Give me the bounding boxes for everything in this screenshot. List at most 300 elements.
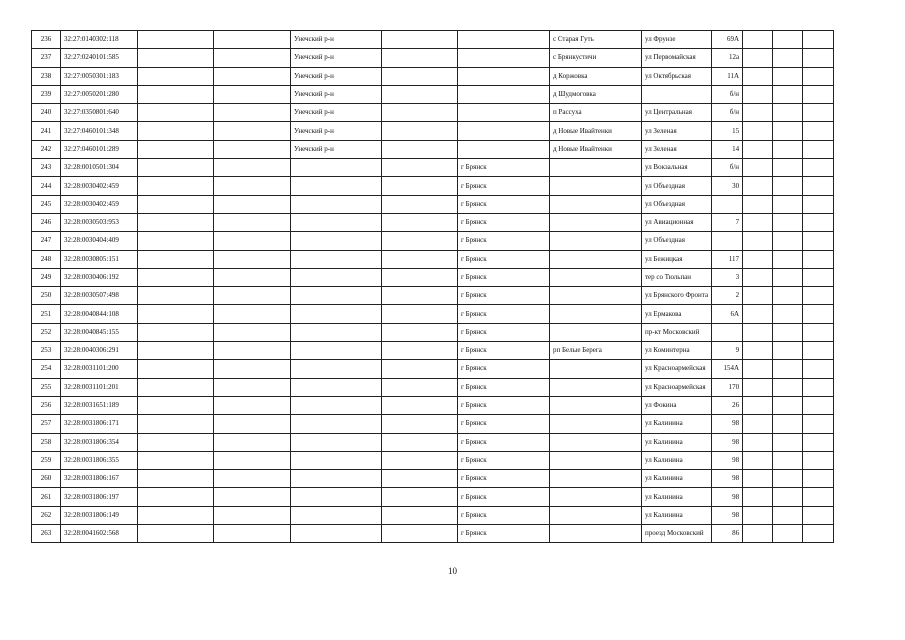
- cadastral-number-cell: 32:28:0040306:291: [61, 342, 138, 360]
- city-cell: г Брянск: [458, 433, 550, 451]
- house-number-cell: 69А: [712, 31, 743, 49]
- street-cell: ул Красноармейская: [642, 360, 712, 378]
- empty-cell: [803, 525, 834, 543]
- page-number: 10: [448, 566, 457, 576]
- table-row: [32, 67, 834, 85]
- table-row: [32, 525, 834, 543]
- district-cell: Унечский р-н: [291, 49, 382, 67]
- empty-cell: [382, 213, 458, 231]
- empty-cell: [382, 433, 458, 451]
- cadastral-number-cell: 32:28:0031651:189: [61, 396, 138, 414]
- row-number-cell: 260: [32, 470, 61, 488]
- empty-cell: [773, 287, 803, 305]
- empty-cell: [382, 342, 458, 360]
- city-cell: [458, 122, 550, 140]
- empty-cell: [773, 85, 803, 103]
- city-cell: г Брянск: [458, 525, 550, 543]
- house-number-cell: [712, 195, 743, 213]
- table-row: [32, 232, 834, 250]
- district-cell: [291, 232, 382, 250]
- row-number-cell: 236: [32, 31, 61, 49]
- empty-cell: [138, 31, 214, 49]
- locality-cell: [550, 488, 642, 506]
- empty-cell: [743, 525, 773, 543]
- empty-cell: [773, 31, 803, 49]
- house-number-cell: б/н: [712, 104, 743, 122]
- table-row: [32, 433, 834, 451]
- locality-cell: [550, 177, 642, 195]
- empty-cell: [382, 49, 458, 67]
- row-number-cell: 253: [32, 342, 61, 360]
- table-row: [32, 323, 834, 341]
- empty-cell: [214, 140, 291, 158]
- cadastral-number-cell: 32:27:0050201:280: [61, 85, 138, 103]
- district-cell: [291, 415, 382, 433]
- empty-cell: [773, 488, 803, 506]
- house-number-cell: 3: [712, 268, 743, 286]
- city-cell: г Брянск: [458, 342, 550, 360]
- empty-cell: [138, 342, 214, 360]
- empty-cell: [743, 378, 773, 396]
- empty-cell: [803, 122, 834, 140]
- table-row: [32, 342, 834, 360]
- city-cell: [458, 67, 550, 85]
- empty-cell: [773, 342, 803, 360]
- street-cell: ул Калинина: [642, 470, 712, 488]
- house-number-cell: 98: [712, 506, 743, 524]
- empty-cell: [214, 268, 291, 286]
- cadastral-number-cell: 32:28:0030406:192: [61, 268, 138, 286]
- district-cell: [291, 396, 382, 414]
- city-cell: [458, 31, 550, 49]
- city-cell: г Брянск: [458, 488, 550, 506]
- locality-cell: д Новые Ивайтенки: [550, 140, 642, 158]
- street-cell: ул Бежицкая: [642, 250, 712, 268]
- city-cell: г Брянск: [458, 250, 550, 268]
- empty-cell: [743, 177, 773, 195]
- empty-cell: [743, 232, 773, 250]
- district-cell: Унечский р-н: [291, 122, 382, 140]
- empty-cell: [214, 49, 291, 67]
- empty-cell: [138, 488, 214, 506]
- empty-cell: [743, 360, 773, 378]
- street-cell: ул Брянского Фронта: [642, 287, 712, 305]
- empty-cell: [803, 433, 834, 451]
- empty-cell: [773, 268, 803, 286]
- table-row: [32, 488, 834, 506]
- empty-cell: [773, 433, 803, 451]
- empty-cell: [382, 323, 458, 341]
- cadastral-number-cell: 32:28:0030402:459: [61, 195, 138, 213]
- city-cell: г Брянск: [458, 415, 550, 433]
- row-number-cell: 239: [32, 85, 61, 103]
- empty-cell: [803, 140, 834, 158]
- street-cell: ул Объездная: [642, 232, 712, 250]
- house-number-cell: [712, 323, 743, 341]
- locality-cell: [550, 232, 642, 250]
- cadastral-number-cell: 32:28:0030404:409: [61, 232, 138, 250]
- district-cell: [291, 525, 382, 543]
- empty-cell: [138, 470, 214, 488]
- empty-cell: [214, 342, 291, 360]
- locality-cell: [550, 323, 642, 341]
- city-cell: г Брянск: [458, 470, 550, 488]
- empty-cell: [773, 525, 803, 543]
- house-number-cell: 26: [712, 396, 743, 414]
- locality-cell: д Шудмоговка: [550, 85, 642, 103]
- empty-cell: [803, 177, 834, 195]
- street-cell: ул Объездная: [642, 195, 712, 213]
- table-row: [32, 360, 834, 378]
- empty-cell: [382, 470, 458, 488]
- empty-cell: [138, 525, 214, 543]
- table-row: [32, 213, 834, 231]
- empty-cell: [773, 360, 803, 378]
- city-cell: [458, 140, 550, 158]
- empty-cell: [743, 213, 773, 231]
- street-cell: ул Фокина: [642, 396, 712, 414]
- empty-cell: [214, 31, 291, 49]
- empty-cell: [214, 525, 291, 543]
- district-cell: [291, 488, 382, 506]
- empty-cell: [214, 323, 291, 341]
- cadastral-number-cell: 32:27:0240101:585: [61, 49, 138, 67]
- street-cell: ул Авиационная: [642, 213, 712, 231]
- empty-cell: [382, 488, 458, 506]
- empty-cell: [382, 415, 458, 433]
- district-cell: [291, 250, 382, 268]
- district-cell: [291, 159, 382, 177]
- cadastral-number-cell: 32:27:0050301:183: [61, 67, 138, 85]
- locality-cell: с Брянкустичи: [550, 49, 642, 67]
- empty-cell: [743, 342, 773, 360]
- empty-cell: [803, 67, 834, 85]
- row-number-cell: 256: [32, 396, 61, 414]
- city-cell: г Брянск: [458, 396, 550, 414]
- district-cell: Унечский р-н: [291, 140, 382, 158]
- locality-cell: [550, 268, 642, 286]
- table-row: [32, 451, 834, 469]
- empty-cell: [214, 232, 291, 250]
- empty-cell: [382, 360, 458, 378]
- empty-cell: [138, 104, 214, 122]
- empty-cell: [803, 232, 834, 250]
- row-number-cell: 255: [32, 378, 61, 396]
- district-cell: [291, 213, 382, 231]
- house-number-cell: [712, 232, 743, 250]
- empty-cell: [743, 433, 773, 451]
- table-row: [32, 378, 834, 396]
- empty-cell: [138, 232, 214, 250]
- city-cell: г Брянск: [458, 287, 550, 305]
- empty-cell: [382, 177, 458, 195]
- district-cell: [291, 360, 382, 378]
- empty-cell: [382, 250, 458, 268]
- street-cell: ул Калинина: [642, 488, 712, 506]
- district-cell: [291, 195, 382, 213]
- locality-cell: [550, 415, 642, 433]
- empty-cell: [382, 268, 458, 286]
- table-row: [32, 396, 834, 414]
- empty-cell: [773, 159, 803, 177]
- row-number-cell: 250: [32, 287, 61, 305]
- city-cell: г Брянск: [458, 323, 550, 341]
- street-cell: ул Первомайская: [642, 49, 712, 67]
- empty-cell: [803, 49, 834, 67]
- empty-cell: [138, 360, 214, 378]
- locality-cell: рп Белые Берега: [550, 342, 642, 360]
- locality-cell: [550, 305, 642, 323]
- empty-cell: [138, 451, 214, 469]
- empty-cell: [773, 213, 803, 231]
- empty-cell: [138, 415, 214, 433]
- cadastral-number-cell: 32:28:0031806:171: [61, 415, 138, 433]
- empty-cell: [803, 159, 834, 177]
- cadastral-number-cell: 32:28:0040845:155: [61, 323, 138, 341]
- city-cell: г Брянск: [458, 213, 550, 231]
- district-cell: Унечский р-н: [291, 31, 382, 49]
- empty-cell: [803, 104, 834, 122]
- cadastral-number-cell: 32:28:0040844:108: [61, 305, 138, 323]
- district-cell: Унечский р-н: [291, 104, 382, 122]
- empty-cell: [743, 104, 773, 122]
- empty-cell: [803, 250, 834, 268]
- cadastral-number-cell: 32:28:0031101:201: [61, 378, 138, 396]
- empty-cell: [803, 396, 834, 414]
- empty-cell: [803, 470, 834, 488]
- empty-cell: [214, 250, 291, 268]
- empty-cell: [138, 305, 214, 323]
- city-cell: [458, 104, 550, 122]
- table-row: [32, 305, 834, 323]
- cadastral-number-cell: 32:28:0030805:151: [61, 250, 138, 268]
- row-number-cell: 237: [32, 49, 61, 67]
- table-row: [32, 287, 834, 305]
- row-number-cell: 261: [32, 488, 61, 506]
- district-cell: [291, 342, 382, 360]
- empty-cell: [773, 122, 803, 140]
- empty-cell: [214, 396, 291, 414]
- empty-cell: [138, 177, 214, 195]
- locality-cell: [550, 195, 642, 213]
- empty-cell: [382, 67, 458, 85]
- street-cell: ул Центральная: [642, 104, 712, 122]
- empty-cell: [773, 378, 803, 396]
- locality-cell: [550, 451, 642, 469]
- city-cell: г Брянск: [458, 451, 550, 469]
- city-cell: г Брянск: [458, 378, 550, 396]
- street-cell: ул Красноармейская: [642, 378, 712, 396]
- empty-cell: [382, 525, 458, 543]
- cadastral-number-cell: 32:27:0460101:289: [61, 140, 138, 158]
- empty-cell: [214, 67, 291, 85]
- empty-cell: [803, 213, 834, 231]
- empty-cell: [743, 506, 773, 524]
- row-number-cell: 263: [32, 525, 61, 543]
- empty-cell: [743, 140, 773, 158]
- city-cell: г Брянск: [458, 232, 550, 250]
- table-row: [32, 159, 834, 177]
- empty-cell: [803, 488, 834, 506]
- row-number-cell: 238: [32, 67, 61, 85]
- empty-cell: [214, 488, 291, 506]
- empty-cell: [743, 250, 773, 268]
- empty-cell: [138, 213, 214, 231]
- empty-cell: [138, 195, 214, 213]
- table-row: [32, 31, 834, 49]
- district-cell: [291, 470, 382, 488]
- table-row: [32, 85, 834, 103]
- house-number-cell: 11А: [712, 67, 743, 85]
- empty-cell: [382, 140, 458, 158]
- row-number-cell: 252: [32, 323, 61, 341]
- cadastral-number-cell: 32:28:0030507:498: [61, 287, 138, 305]
- locality-cell: д Новые Ивайтенки: [550, 122, 642, 140]
- street-cell: [642, 85, 712, 103]
- empty-cell: [214, 213, 291, 231]
- house-number-cell: 154А: [712, 360, 743, 378]
- table-row: [32, 104, 834, 122]
- empty-cell: [138, 49, 214, 67]
- city-cell: г Брянск: [458, 268, 550, 286]
- locality-cell: [550, 360, 642, 378]
- street-cell: ул Калинина: [642, 506, 712, 524]
- empty-cell: [382, 305, 458, 323]
- table-row: [32, 268, 834, 286]
- empty-cell: [803, 85, 834, 103]
- empty-cell: [214, 360, 291, 378]
- city-cell: [458, 85, 550, 103]
- empty-cell: [803, 268, 834, 286]
- row-number-cell: 247: [32, 232, 61, 250]
- empty-cell: [743, 396, 773, 414]
- empty-cell: [214, 159, 291, 177]
- table-row: [32, 470, 834, 488]
- empty-cell: [803, 415, 834, 433]
- empty-cell: [773, 506, 803, 524]
- district-cell: [291, 323, 382, 341]
- house-number-cell: 98: [712, 433, 743, 451]
- empty-cell: [803, 342, 834, 360]
- city-cell: г Брянск: [458, 360, 550, 378]
- empty-cell: [214, 506, 291, 524]
- empty-cell: [214, 122, 291, 140]
- street-cell: ул Калинина: [642, 433, 712, 451]
- empty-cell: [803, 287, 834, 305]
- house-number-cell: 12а: [712, 49, 743, 67]
- table-row: [32, 140, 834, 158]
- empty-cell: [214, 287, 291, 305]
- empty-cell: [803, 323, 834, 341]
- empty-cell: [773, 305, 803, 323]
- table-body: [32, 31, 834, 543]
- cadastral-number-cell: 32:28:0041602:568: [61, 525, 138, 543]
- empty-cell: [138, 140, 214, 158]
- empty-cell: [382, 506, 458, 524]
- empty-cell: [138, 323, 214, 341]
- street-cell: ул Ермакова: [642, 305, 712, 323]
- empty-cell: [214, 177, 291, 195]
- empty-cell: [803, 506, 834, 524]
- house-number-cell: 6А: [712, 305, 743, 323]
- row-number-cell: 240: [32, 104, 61, 122]
- empty-cell: [743, 287, 773, 305]
- table-row: [32, 415, 834, 433]
- street-cell: ул Фрунзе: [642, 31, 712, 49]
- cadastral-number-cell: 32:28:0031806:149: [61, 506, 138, 524]
- city-cell: [458, 49, 550, 67]
- empty-cell: [743, 323, 773, 341]
- locality-cell: [550, 433, 642, 451]
- empty-cell: [773, 104, 803, 122]
- empty-cell: [382, 232, 458, 250]
- cadastral-number-cell: 32:28:0030402:459: [61, 177, 138, 195]
- row-number-cell: 243: [32, 159, 61, 177]
- house-number-cell: 15: [712, 122, 743, 140]
- street-cell: пр-кт Московский: [642, 323, 712, 341]
- empty-cell: [138, 268, 214, 286]
- empty-cell: [773, 415, 803, 433]
- empty-cell: [773, 250, 803, 268]
- empty-cell: [803, 378, 834, 396]
- empty-cell: [138, 396, 214, 414]
- cadastral-number-cell: 32:28:0031101:200: [61, 360, 138, 378]
- empty-cell: [138, 122, 214, 140]
- city-cell: г Брянск: [458, 195, 550, 213]
- locality-cell: [550, 470, 642, 488]
- house-number-cell: 98: [712, 470, 743, 488]
- empty-cell: [382, 159, 458, 177]
- house-number-cell: 9: [712, 342, 743, 360]
- empty-cell: [773, 470, 803, 488]
- row-number-cell: 254: [32, 360, 61, 378]
- cadastral-number-cell: 32:27:0350801:640: [61, 104, 138, 122]
- empty-cell: [773, 451, 803, 469]
- house-number-cell: 7: [712, 213, 743, 231]
- empty-cell: [743, 49, 773, 67]
- district-cell: [291, 433, 382, 451]
- cadastral-number-cell: 32:27:0460101:348: [61, 122, 138, 140]
- empty-cell: [138, 378, 214, 396]
- property-register-table: [31, 30, 834, 543]
- house-number-cell: 2: [712, 287, 743, 305]
- city-cell: г Брянск: [458, 177, 550, 195]
- empty-cell: [214, 470, 291, 488]
- table-row: [32, 506, 834, 524]
- street-cell: проезд Московский: [642, 525, 712, 543]
- empty-cell: [773, 396, 803, 414]
- row-number-cell: 248: [32, 250, 61, 268]
- locality-cell: д Коржовка: [550, 67, 642, 85]
- house-number-cell: 170: [712, 378, 743, 396]
- empty-cell: [138, 433, 214, 451]
- district-cell: [291, 506, 382, 524]
- locality-cell: [550, 525, 642, 543]
- house-number-cell: 98: [712, 451, 743, 469]
- empty-cell: [803, 360, 834, 378]
- street-cell: ул Зеленая: [642, 122, 712, 140]
- empty-cell: [803, 31, 834, 49]
- cadastral-number-cell: 32:28:0031806:167: [61, 470, 138, 488]
- empty-cell: [138, 287, 214, 305]
- row-number-cell: 245: [32, 195, 61, 213]
- cadastral-number-cell: 32:28:0031806:354: [61, 433, 138, 451]
- district-cell: Унечский р-н: [291, 67, 382, 85]
- empty-cell: [382, 85, 458, 103]
- empty-cell: [803, 305, 834, 323]
- street-cell: ул Зеленая: [642, 140, 712, 158]
- district-cell: [291, 305, 382, 323]
